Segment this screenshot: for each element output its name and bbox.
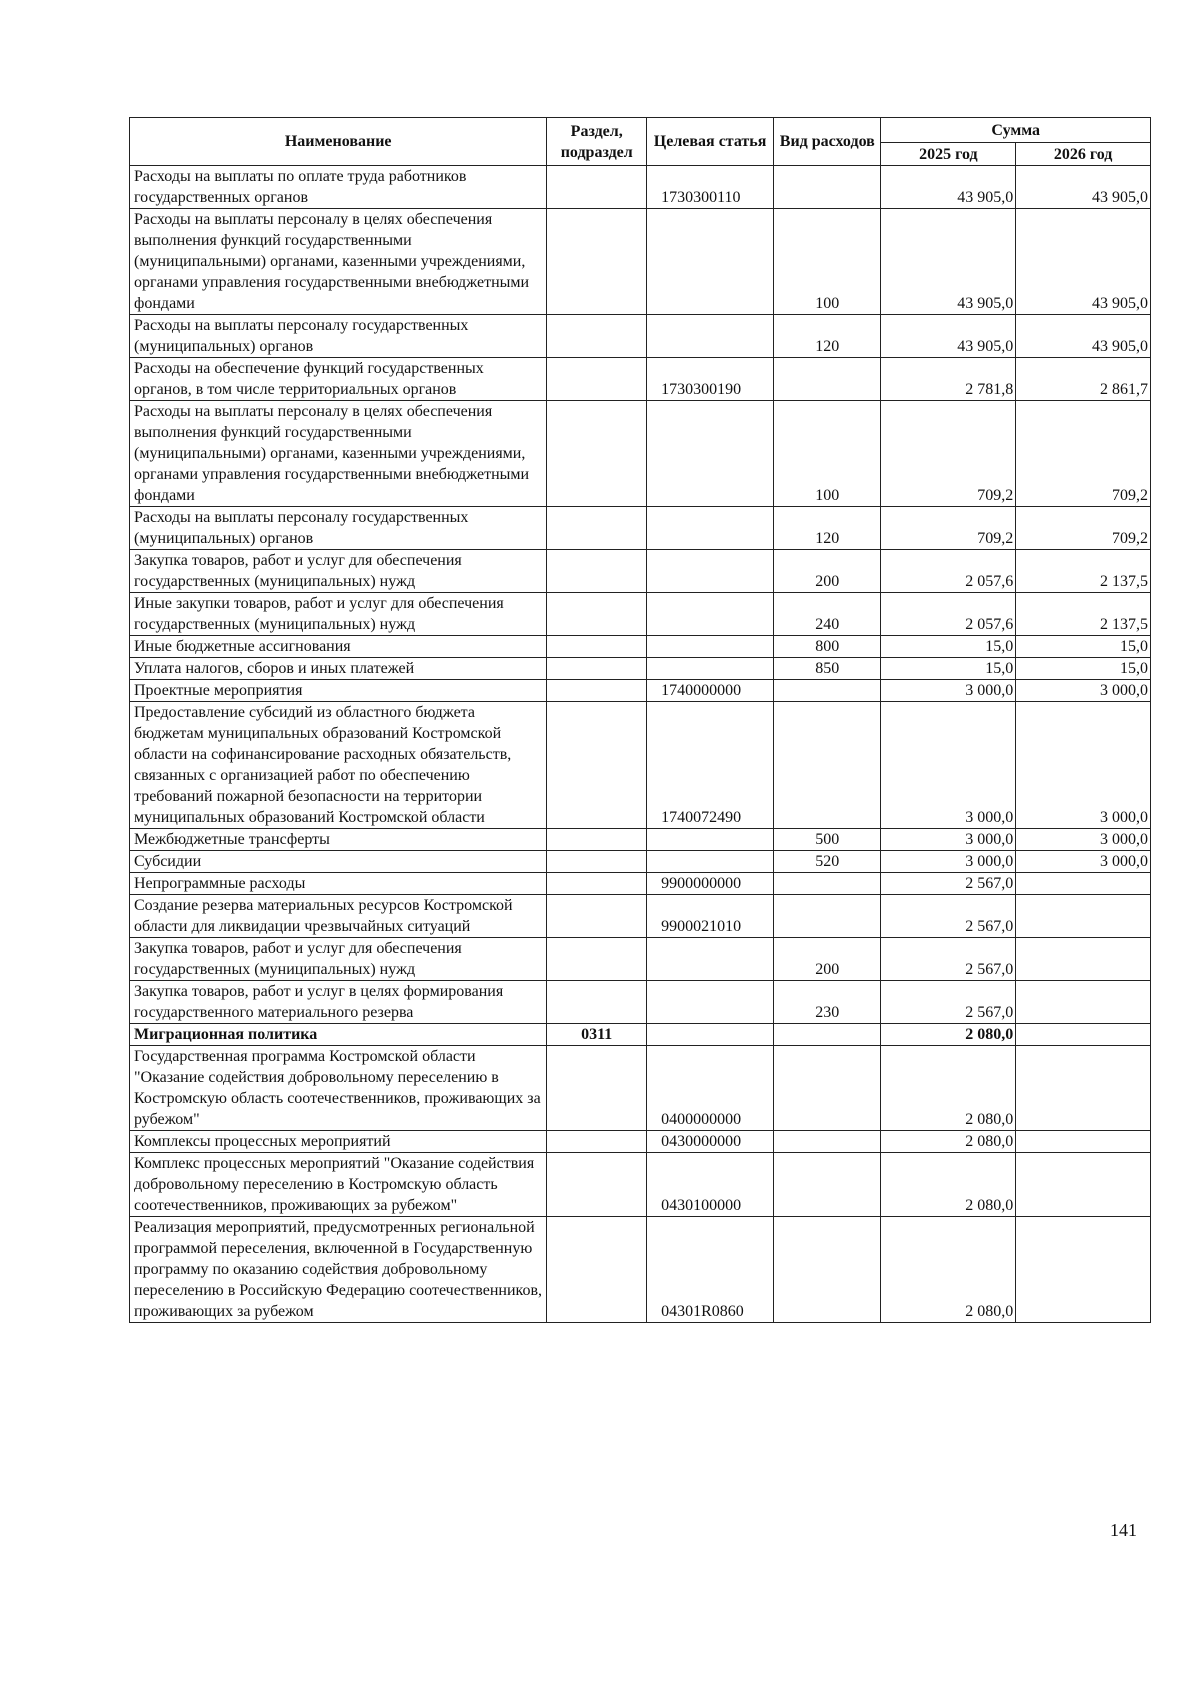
row-section-cell (547, 1217, 647, 1323)
row-name-cell: Расходы на выплаты персоналу государственных (муниципальных) органов (130, 507, 547, 550)
row-2026-cell (1016, 1131, 1151, 1153)
row-2025-cell: 709,2 (881, 401, 1016, 507)
table-row (130, 550, 1151, 593)
row-article-cell: 9900000000 (647, 873, 774, 895)
row-kind-cell: 100 (774, 401, 881, 507)
row-name-cell: Субсидии (130, 851, 547, 873)
row-article-cell (647, 658, 774, 680)
row-article-cell (647, 851, 774, 873)
table-row (130, 1217, 1151, 1323)
row-kind-cell (774, 358, 881, 401)
budget-table (129, 117, 1151, 1323)
row-2026-cell: 15,0 (1016, 658, 1151, 680)
row-article-cell (647, 315, 774, 358)
row-section-cell (547, 358, 647, 401)
row-2025-cell: 2 567,0 (881, 873, 1016, 895)
row-2025-cell: 2 567,0 (881, 981, 1016, 1024)
row-article-cell: 0430000000 (647, 1131, 774, 1153)
table-row (130, 702, 1151, 829)
table-row (130, 636, 1151, 658)
row-section-cell: 0311 (547, 1024, 647, 1046)
row-2026-cell (1016, 1046, 1151, 1131)
table-row (130, 1153, 1151, 1217)
row-article-cell (647, 636, 774, 658)
row-kind-cell (774, 1217, 881, 1323)
row-section-cell (547, 593, 647, 636)
row-2025-cell: 2 080,0 (881, 1024, 1016, 1046)
row-section-cell (547, 507, 647, 550)
row-article-cell: 1740000000 (647, 680, 774, 702)
table-row (130, 401, 1151, 507)
table-row (130, 315, 1151, 358)
row-name-cell: Непрограммные расходы (130, 873, 547, 895)
budget-table-sheet (129, 117, 1151, 1323)
row-2026-cell: 709,2 (1016, 401, 1151, 507)
row-kind-cell: 500 (774, 829, 881, 851)
row-2025-cell: 2 080,0 (881, 1217, 1016, 1323)
row-2026-cell: 43 905,0 (1016, 209, 1151, 315)
row-kind-cell: 200 (774, 938, 881, 981)
row-2025-cell: 3 000,0 (881, 680, 1016, 702)
row-name-cell: Реализация мероприятий, предусмотренных региональной программой переселения, включенной в Государственную программу по оказанию содействия добровольному переселению в Российскую Федерацию соотечественников, проживающих за рубежом (130, 1217, 547, 1323)
row-kind-cell: 850 (774, 658, 881, 680)
table-row (130, 1024, 1151, 1046)
row-2026-cell (1016, 895, 1151, 938)
row-2025-cell: 15,0 (881, 636, 1016, 658)
table-body (130, 166, 1151, 1323)
row-kind-cell (774, 1046, 881, 1131)
row-2025-cell: 3 000,0 (881, 702, 1016, 829)
row-2025-cell: 2 080,0 (881, 1153, 1016, 1217)
row-kind-cell (774, 1131, 881, 1153)
row-name-cell: Комплекс процессных мероприятий "Оказание содействия добровольному переселению в Костромскую область соотечественников, проживающих за рубежом" (130, 1153, 547, 1217)
row-article-cell: 9900021010 (647, 895, 774, 938)
row-kind-cell (774, 1024, 881, 1046)
row-kind-cell: 100 (774, 209, 881, 315)
table-row (130, 873, 1151, 895)
row-2025-cell: 2 080,0 (881, 1046, 1016, 1131)
row-article-cell (647, 981, 774, 1024)
row-section-cell (547, 873, 647, 895)
row-2026-cell: 3 000,0 (1016, 680, 1151, 702)
row-kind-cell (774, 680, 881, 702)
row-name-cell: Государственная программа Костромской области "Оказание содействия добровольному переселению в Костромскую область соотечественников, проживающих за рубежом" (130, 1046, 547, 1131)
row-name-cell: Расходы на обеспечение функций государственных органов, в том числе территориальных органов (130, 358, 547, 401)
row-section-cell (547, 166, 647, 209)
row-kind-cell (774, 873, 881, 895)
row-name-cell: Расходы на выплаты персоналу государственных (муниципальных) органов (130, 315, 547, 358)
row-article-cell (647, 401, 774, 507)
row-name-cell: Иные бюджетные ассигнования (130, 636, 547, 658)
row-section-cell (547, 938, 647, 981)
row-section-cell (547, 658, 647, 680)
row-section-cell (547, 1131, 647, 1153)
row-kind-cell: 120 (774, 315, 881, 358)
row-2025-cell: 43 905,0 (881, 315, 1016, 358)
table-row (130, 851, 1151, 873)
row-kind-cell: 230 (774, 981, 881, 1024)
row-article-cell: 1730300190 (647, 358, 774, 401)
row-2026-cell: 2 137,5 (1016, 593, 1151, 636)
header-section: Раздел, подраздел (547, 118, 647, 166)
row-2026-cell: 43 905,0 (1016, 166, 1151, 209)
row-2025-cell: 2 057,6 (881, 593, 1016, 636)
row-2026-cell (1016, 938, 1151, 981)
row-name-cell: Создание резерва материальных ресурсов Костромской области для ликвидации чрезвычайных ситуаций (130, 895, 547, 938)
table-row (130, 829, 1151, 851)
row-kind-cell (774, 702, 881, 829)
row-name-cell: Закупка товаров, работ и услуг для обеспечения государственных (муниципальных) нужд (130, 938, 547, 981)
row-2025-cell: 2 057,6 (881, 550, 1016, 593)
header-year-2026: 2026 год (1016, 143, 1151, 166)
row-2025-cell: 2 080,0 (881, 1131, 1016, 1153)
row-section-cell (547, 851, 647, 873)
row-section-cell (547, 636, 647, 658)
header-sum: Сумма (881, 118, 1151, 143)
row-name-cell: Межбюджетные трансферты (130, 829, 547, 851)
row-2025-cell: 43 905,0 (881, 166, 1016, 209)
table-row (130, 1131, 1151, 1153)
row-article-cell (647, 507, 774, 550)
row-section-cell (547, 895, 647, 938)
row-2026-cell: 2 137,5 (1016, 550, 1151, 593)
row-2026-cell (1016, 1153, 1151, 1217)
header-name: Наименование (130, 118, 547, 166)
row-article-cell (647, 938, 774, 981)
row-name-cell: Миграционная политика (130, 1024, 547, 1046)
row-2025-cell: 15,0 (881, 658, 1016, 680)
row-2026-cell: 2 861,7 (1016, 358, 1151, 401)
row-2025-cell: 43 905,0 (881, 209, 1016, 315)
row-article-cell (647, 1024, 774, 1046)
table-row (130, 680, 1151, 702)
header-year-2025: 2025 год (881, 143, 1016, 166)
row-section-cell (547, 1153, 647, 1217)
header-article: Целевая статья (647, 118, 774, 166)
row-2025-cell: 3 000,0 (881, 851, 1016, 873)
table-row (130, 593, 1151, 636)
row-name-cell: Проектные мероприятия (130, 680, 547, 702)
row-2025-cell: 2 567,0 (881, 895, 1016, 938)
row-2026-cell: 43 905,0 (1016, 315, 1151, 358)
row-article-cell (647, 829, 774, 851)
row-section-cell (547, 209, 647, 315)
table-row (130, 658, 1151, 680)
row-name-cell: Расходы на выплаты персоналу в целях обеспечения выполнения функций государственными (муниципальными) органами, казенными учреждениями, органами управления государственными внебюджетными фондами (130, 209, 547, 315)
row-kind-cell: 120 (774, 507, 881, 550)
table-row (130, 507, 1151, 550)
row-2026-cell: 3 000,0 (1016, 829, 1151, 851)
row-section-cell (547, 401, 647, 507)
table-row (130, 166, 1151, 209)
row-section-cell (547, 315, 647, 358)
row-2025-cell: 2 567,0 (881, 938, 1016, 981)
row-article-cell: 0430100000 (647, 1153, 774, 1217)
row-section-cell (547, 680, 647, 702)
row-kind-cell (774, 895, 881, 938)
row-section-cell (547, 829, 647, 851)
row-section-cell (547, 1046, 647, 1131)
row-2025-cell: 2 781,8 (881, 358, 1016, 401)
row-article-cell: 0400000000 (647, 1046, 774, 1131)
row-2026-cell (1016, 1024, 1151, 1046)
row-section-cell (547, 981, 647, 1024)
row-name-cell: Предоставление субсидий из областного бюджета бюджетам муниципальных образований Костромской области на софинансирование расходных обязательств, связанных с организацией работ по обеспечению требований пожарной безопасности на территории муниципальных образований Костромской области (130, 702, 547, 829)
table-row (130, 209, 1151, 315)
row-kind-cell (774, 1153, 881, 1217)
row-2025-cell: 709,2 (881, 507, 1016, 550)
row-2026-cell: 15,0 (1016, 636, 1151, 658)
row-kind-cell: 520 (774, 851, 881, 873)
row-2025-cell: 3 000,0 (881, 829, 1016, 851)
table-row (130, 938, 1151, 981)
row-name-cell: Уплата налогов, сборов и иных платежей (130, 658, 547, 680)
row-2026-cell (1016, 1217, 1151, 1323)
header-kind: Вид расходов (774, 118, 881, 166)
row-article-cell (647, 593, 774, 636)
row-name-cell: Иные закупки товаров, работ и услуг для обеспечения государственных (муниципальных) нужд (130, 593, 547, 636)
table-row (130, 1046, 1151, 1131)
row-name-cell: Закупка товаров, работ и услуг для обеспечения государственных (муниципальных) нужд (130, 550, 547, 593)
row-2026-cell: 3 000,0 (1016, 702, 1151, 829)
row-article-cell: 1730300110 (647, 166, 774, 209)
row-2026-cell (1016, 981, 1151, 1024)
row-name-cell: Комплексы процессных мероприятий (130, 1131, 547, 1153)
row-2026-cell: 3 000,0 (1016, 851, 1151, 873)
row-name-cell: Расходы на выплаты персоналу в целях обеспечения выполнения функций государственными (муниципальными) органами, казенными учреждениями, органами управления государственными внебюджетными фондами (130, 401, 547, 507)
row-kind-cell: 240 (774, 593, 881, 636)
row-section-cell (547, 550, 647, 593)
row-kind-cell: 800 (774, 636, 881, 658)
row-name-cell: Закупка товаров, работ и услуг в целях формирования государственного материального резерва (130, 981, 547, 1024)
row-article-cell (647, 209, 774, 315)
row-article-cell (647, 550, 774, 593)
row-kind-cell (774, 166, 881, 209)
row-article-cell: 04301R0860 (647, 1217, 774, 1323)
table-row (130, 981, 1151, 1024)
row-section-cell (547, 702, 647, 829)
row-kind-cell: 200 (774, 550, 881, 593)
table-row (130, 895, 1151, 938)
table-row (130, 358, 1151, 401)
row-2026-cell: 709,2 (1016, 507, 1151, 550)
row-article-cell: 1740072490 (647, 702, 774, 829)
row-2026-cell (1016, 873, 1151, 895)
row-name-cell: Расходы на выплаты по оплате труда работников государственных органов (130, 166, 547, 209)
page-number: 141 (1110, 1520, 1137, 1540)
